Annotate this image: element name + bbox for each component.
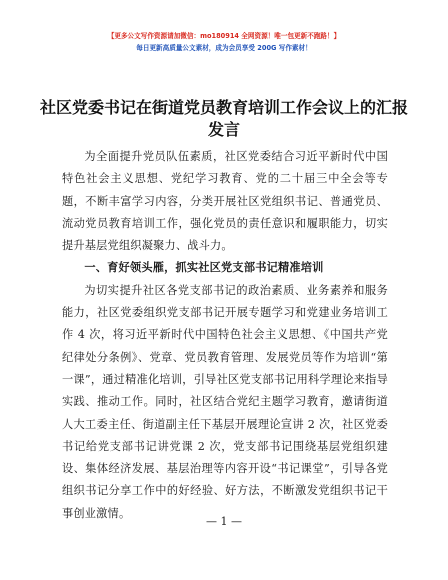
promo-banner: [0, 30, 448, 54]
document-title: 社区党委书记在街道党员教育培训工作会议上的汇报发言: [40, 98, 409, 139]
intro-paragraph: 为全面提升党员队伍素质，社区党委结合习近平新时代中国特色社会主义思想、党纪学习教育、党的二十届三中全会等专题，不断丰富学习内容，分类开展社区党组织书记、普通党员、流动党员教育培训工作，强化党员的责任意识和履职能力，切实提升基层党组织凝聚力、战斗力。: [62, 150, 388, 253]
section-1-paragraph: 为切实提升社区各党支部书记的政治素质、业务素养和服务能力，社区党委组织党支部书记开展专题学习和党建业务培训工作 4 次，将习近平新时代中国特色社会主义思想、《中国共产党纪律处分条例》、党章、党员教育管理、发展党员等作为培训“第一课”，通过精准化培训，引导社区党支部书记用科学理论来指导实践、推动工作。同时，社区结合党纪主题学习教育，邀请街道人大工委主任、街道副主任下基层开展理论宣讲 2 次，社区党委书记给党支部书记讲党课 2 次，党支部书记围绕基层党组织建设、集体经济发展、基层治理等内容开设“书记课堂”，引导各党组织书记分享工作中的好经验、好方法，不断激发党组织书记干事创业激情。: [62, 283, 388, 520]
section-heading-1: 一、育好领头雁，抓实社区党支部书记精准培训: [84, 261, 324, 275]
promo-banner-line-1: 【更多公文写作资源请加微信：mo180914 全网资源！唯一包更新不跑路！】: [107, 32, 341, 40]
promo-banner-line-2: 每日更新高质量公文素材，成为会员享受 200G 写作素材！: [136, 44, 312, 52]
document-body: [62, 146, 388, 525]
page-number: — 1 —: [206, 515, 242, 528]
